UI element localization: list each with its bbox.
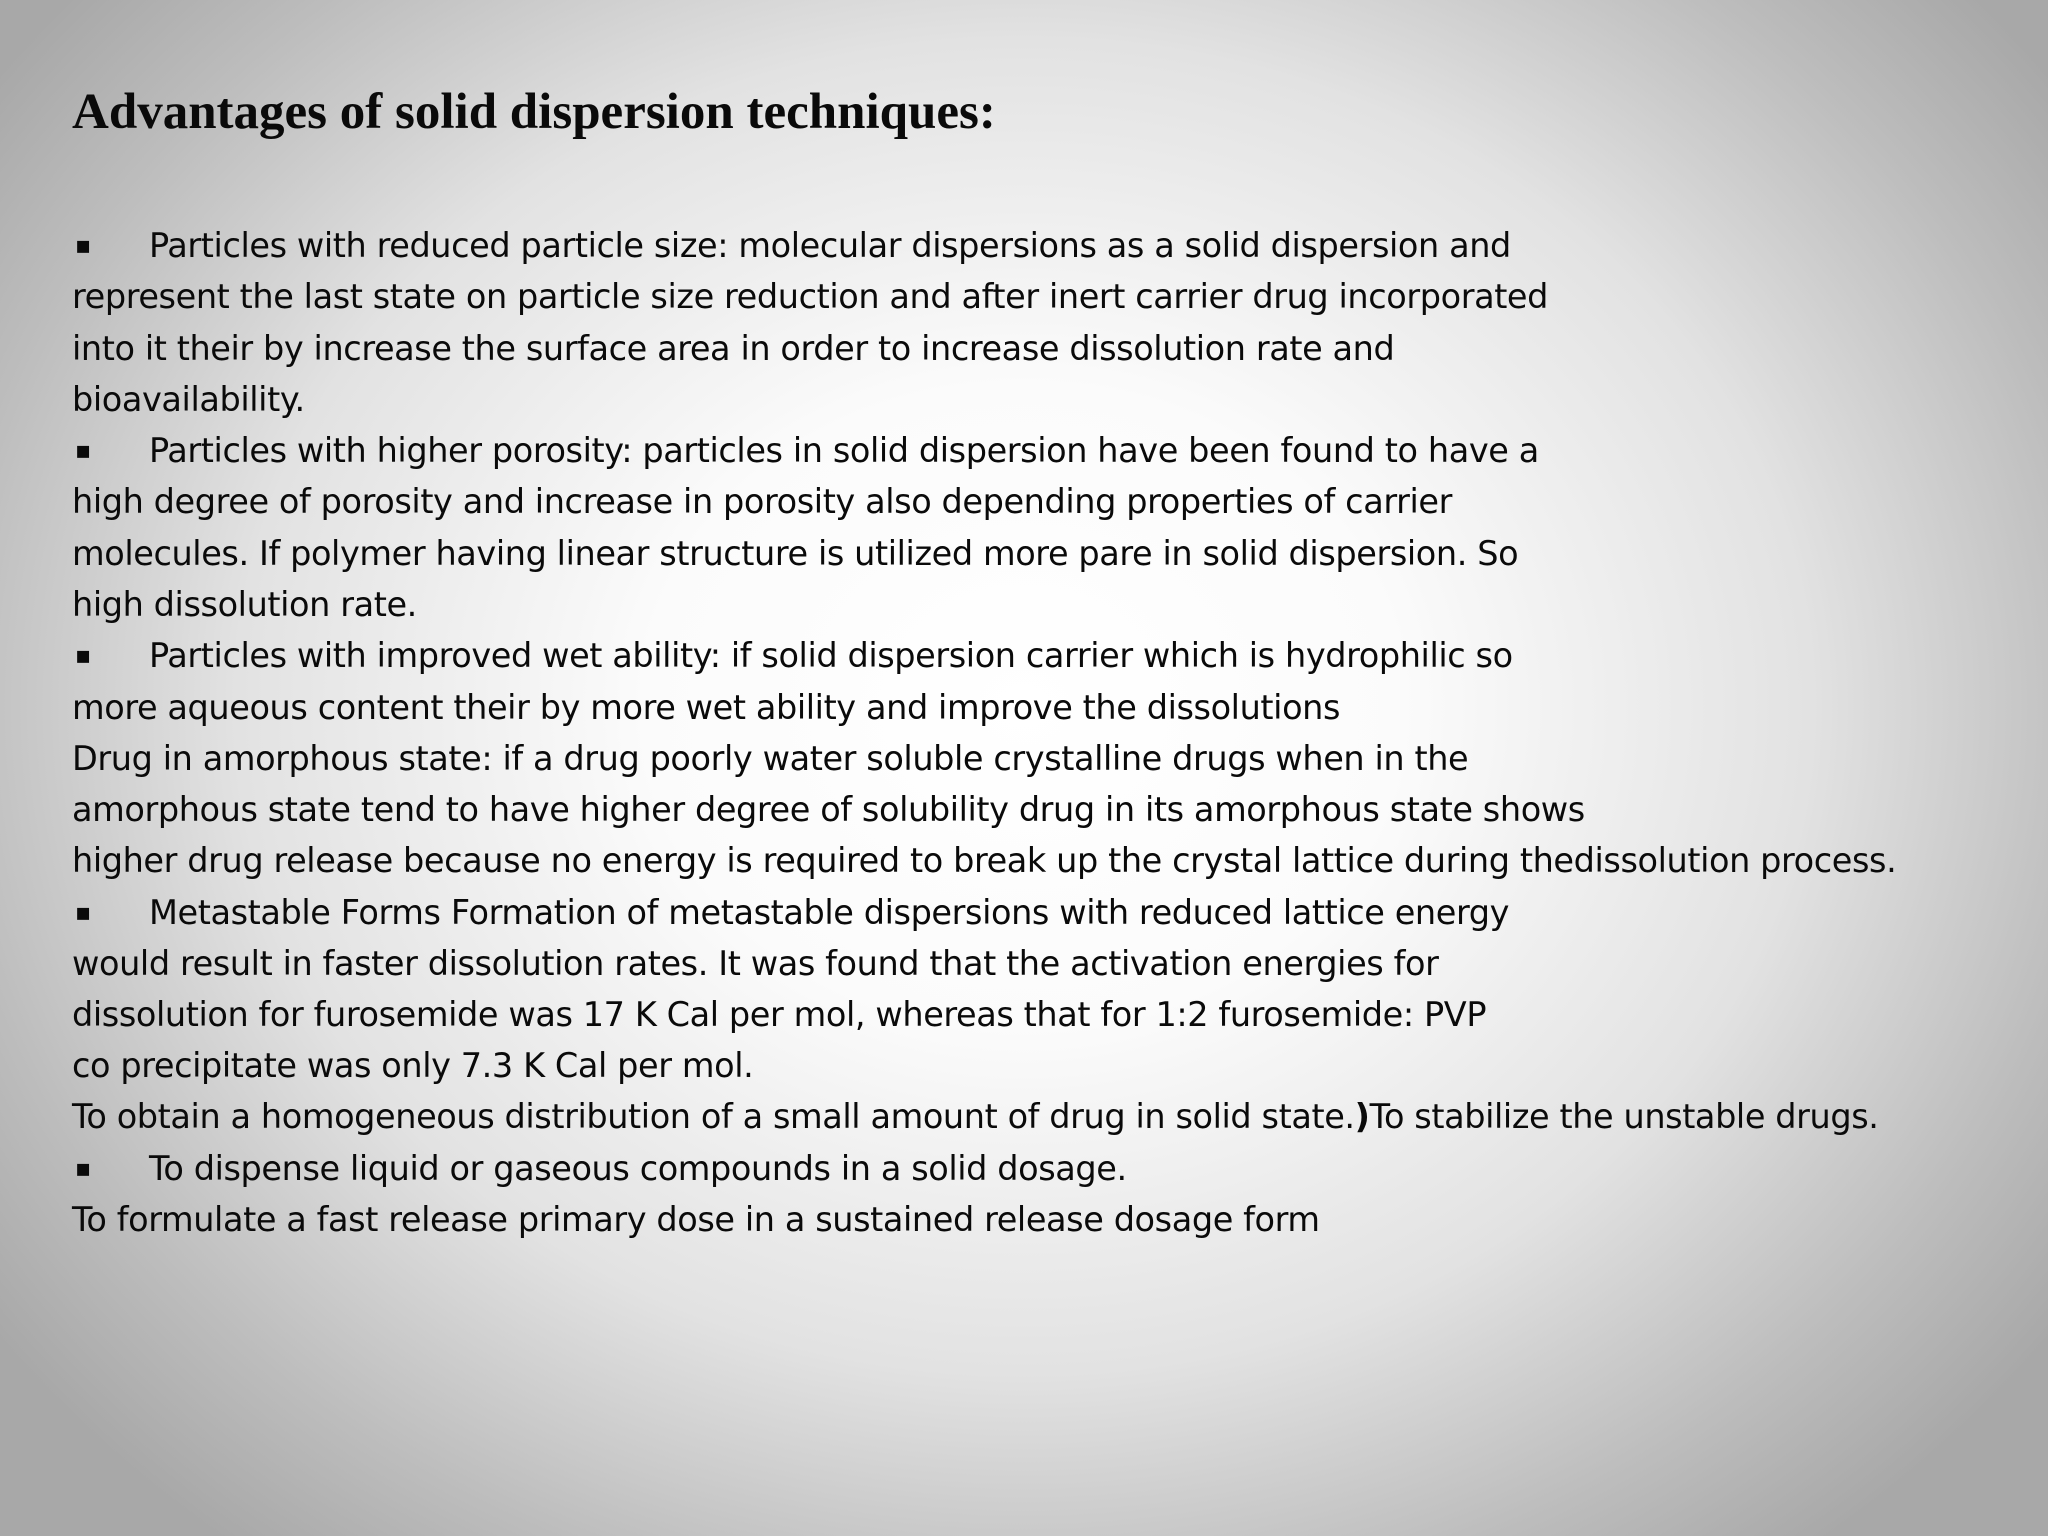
text-line: represent the last state on particle size reduction and after inert carrier drug incorporated xyxy=(72,277,1549,317)
text-line: ▪ Metastable Forms Formation of metastable dispersions with reduced lattice energy xyxy=(72,887,2012,938)
text-line: ▪ To dispense liquid or gaseous compounds in a solid dosage. xyxy=(72,1143,2012,1194)
text-line: amorphous state tend to have higher degree of solubility drug in its amorphous state shows xyxy=(72,790,1585,830)
text-line: To formulate a fast release primary dose in a sustained release dosage form xyxy=(72,1200,1320,1240)
square-bullet-icon: ▪ xyxy=(75,436,91,465)
text-line: high degree of porosity and increase in porosity also depending properties of carrier xyxy=(72,482,1452,522)
text-line: into it their by increase the surface area in order to increase dissolution rate and xyxy=(72,328,1395,368)
text-line: higher drug release because no energy is required to break up the crystal lattice during thedissolution process. xyxy=(72,840,1897,880)
text-line: would result in faster dissolution rates. It was found that the activation energies for xyxy=(72,943,1439,983)
square-bullet-icon: ▪ xyxy=(75,231,91,259)
text-line: co precipitate was only 7.3 K Cal per mol. xyxy=(72,1046,754,1086)
text-line: molecules. If polymer having linear structure is utilized more pare in solid dispersion. So xyxy=(72,533,1519,573)
text-line: more aqueous content their by more wet ability and improve the dissolutions xyxy=(72,687,1341,727)
slide-title: Advantages of solid dispersion techniques: xyxy=(72,84,996,140)
text-line: To obtain a homogeneous distribution of a small amount of drug in solid state.)To stabilize the unstable drugs. xyxy=(72,1096,1879,1136)
text-line: high dissolution rate. xyxy=(72,585,417,625)
text-line: ▪ Particles with improved wet ability: if solid dispersion carrier which is hydrophilic so xyxy=(72,630,2012,681)
square-bullet-icon: ▪ xyxy=(75,897,91,926)
text-line: ▪ Particles with higher porosity: particles in solid dispersion have been found to have a xyxy=(72,425,2012,476)
square-bullet-icon: ▪ xyxy=(75,1153,91,1182)
slide-body xyxy=(72,220,2012,1245)
text-line: bioavailability. xyxy=(72,379,305,419)
text-line: Drug in amorphous state: if a drug poorly water soluble crystalline drugs when in the xyxy=(72,738,1469,778)
square-bullet-icon: ▪ xyxy=(75,641,91,670)
text-line: ▪ Particles with reduced particle size: molecular dispersions as a solid dispersion and xyxy=(72,220,2012,271)
text-line: dissolution for furosemide was 17 K Cal per mol, whereas that for 1:2 furosemide: PVP xyxy=(72,995,1487,1035)
